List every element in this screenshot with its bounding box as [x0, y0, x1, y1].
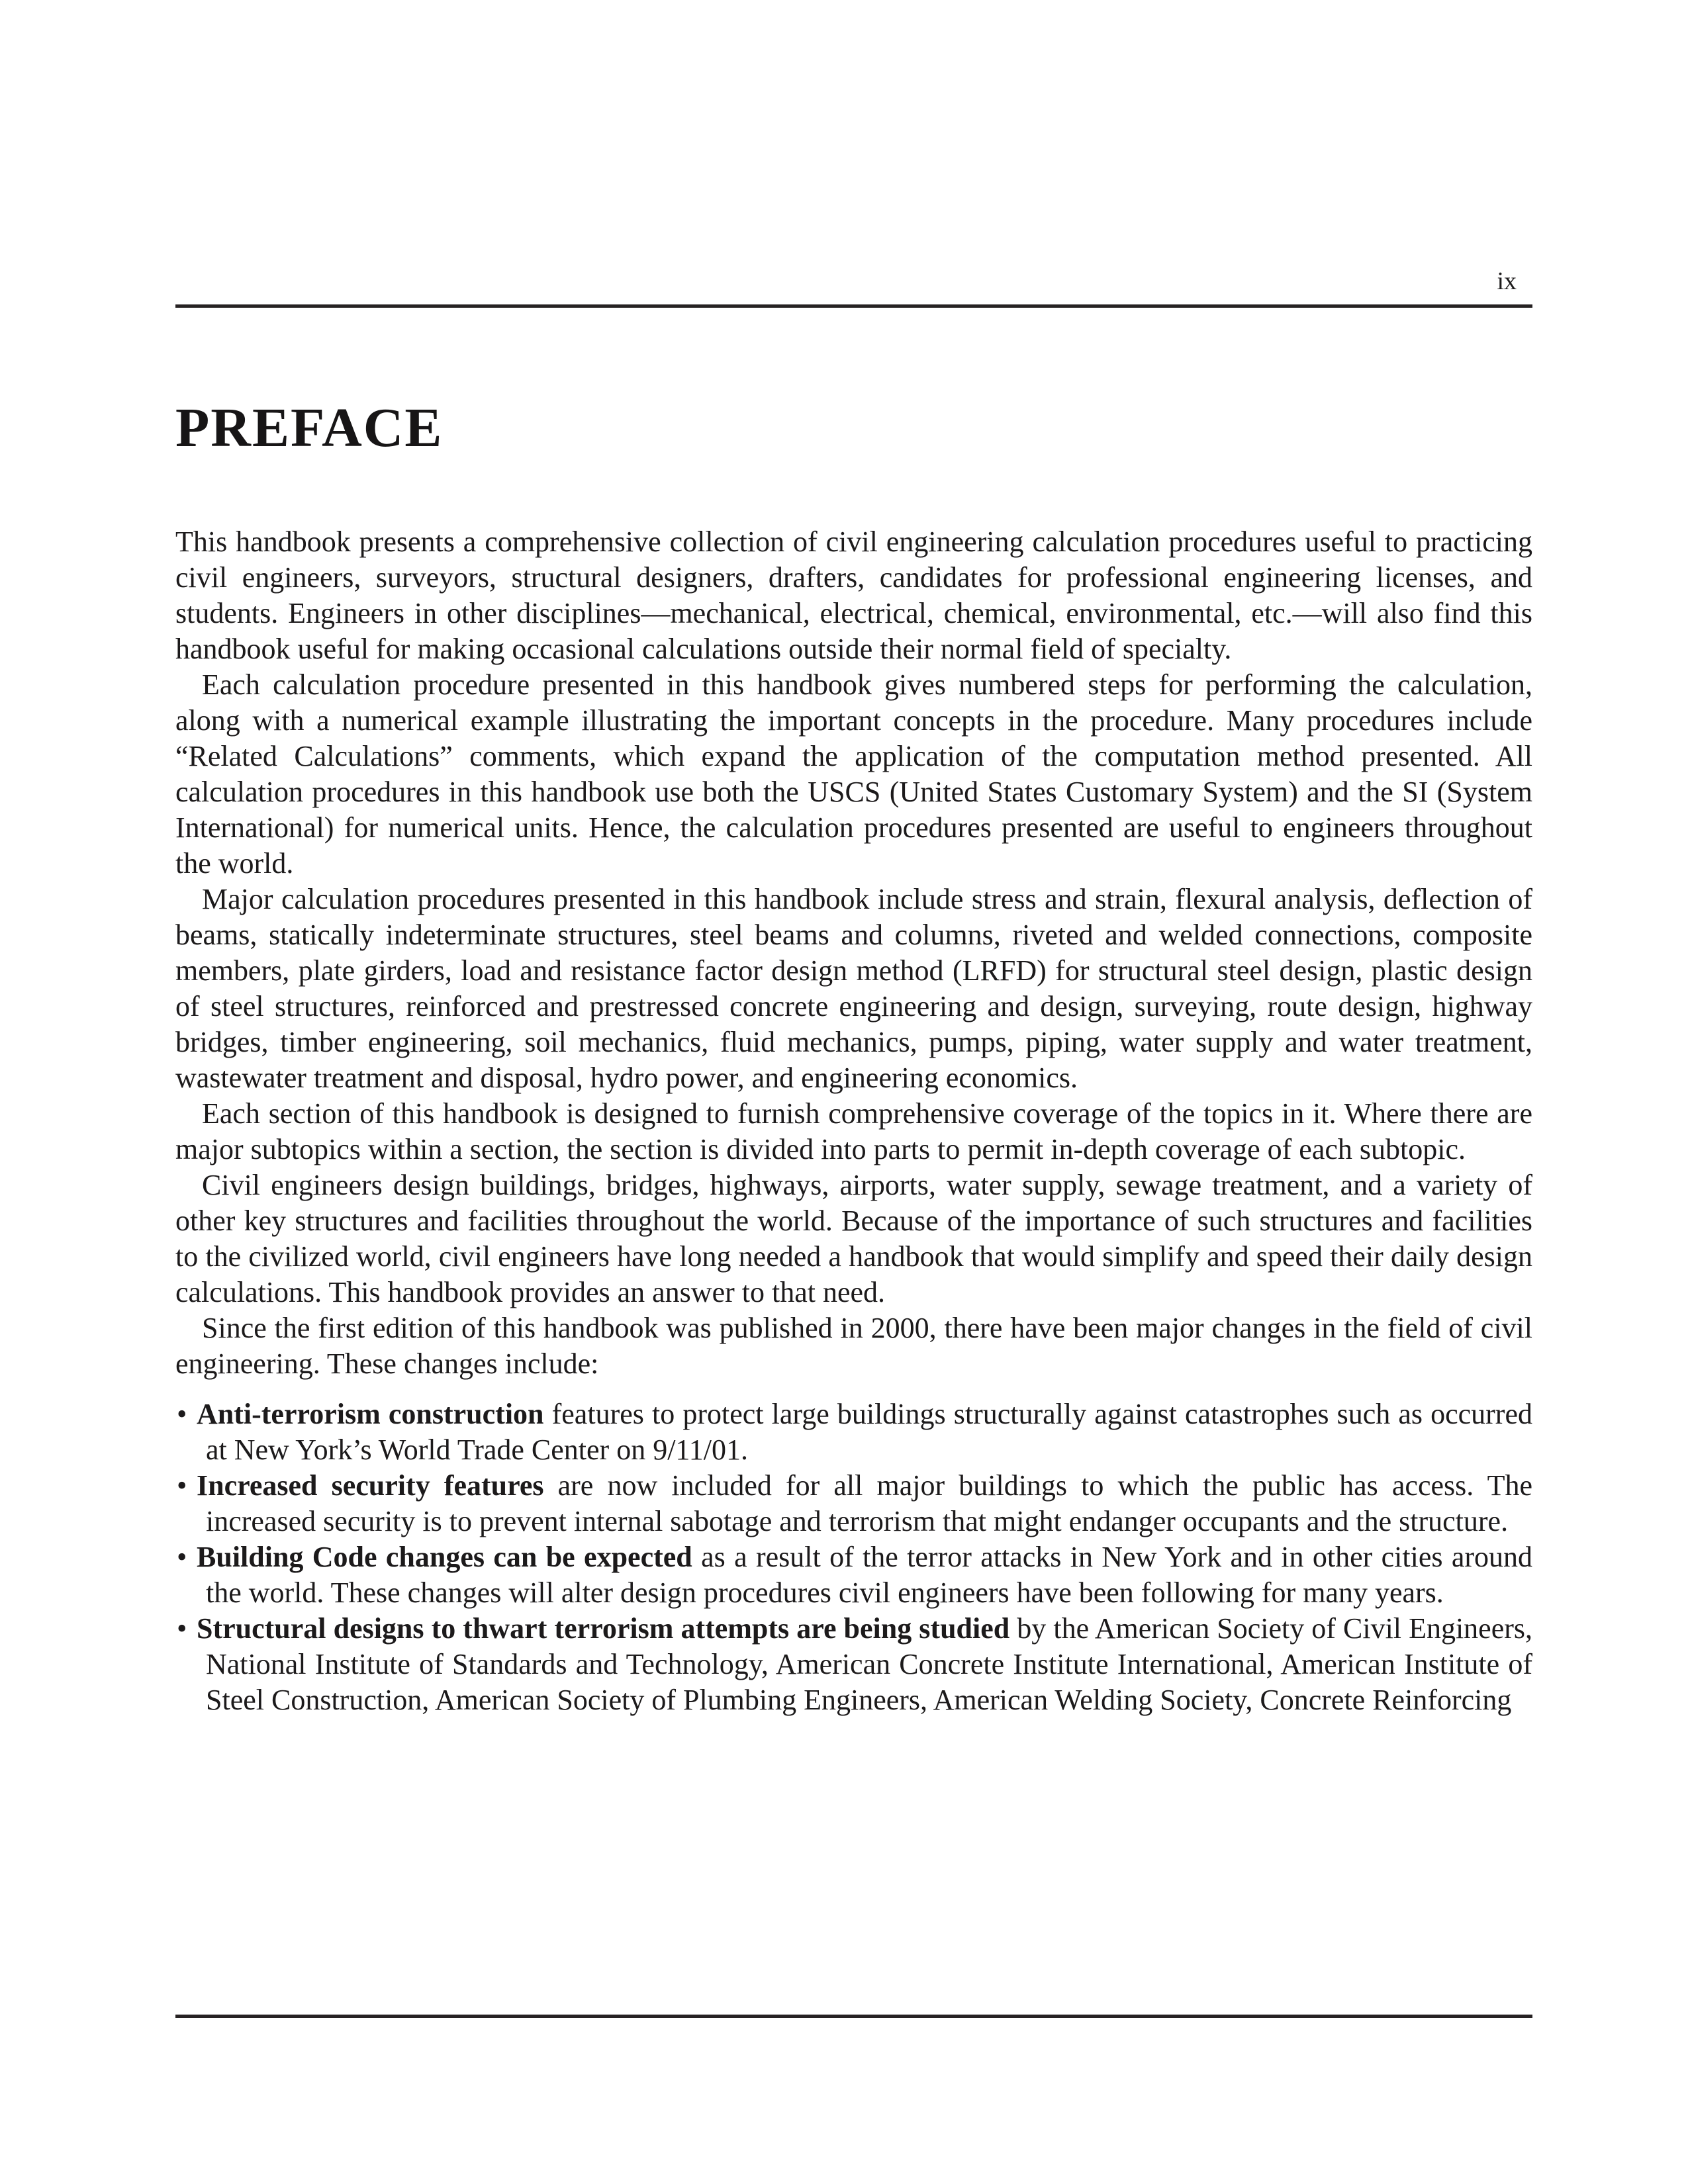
list-item-lead: Increased security features: [197, 1469, 544, 1502]
list-item-text: features to protect large buildings structurally against catastrophes such as occurred at New York’s World Trade Center on 9/11/01.: [206, 1398, 1532, 1466]
page-content: [175, 0, 1532, 2184]
list-item-lead: Structural designs to thwart terrorism attempts are being studied: [197, 1612, 1010, 1645]
paragraph-major-topics: Major calculation procedures presented in this handbook include stress and strain, flexural analysis, deflection of beams, statically indeterminate structures, steel beams and columns, riveted and welded connections, composite members, plate girders, load and resistance factor design method (LRFD) for structural steel design, plastic design of steel structures, reinforced and prestressed concrete engineering and design, surveying, route design, highway bridges, timber engineering, soil mechanics, fluid mechanics, pumps, piping, water supply and water treatment, wastewater treatment and disposal, hydro power, and engineering economics.: [175, 883, 1532, 1094]
list-item-text: are now included for all major buildings to which the public has access. The increased security is to prevent internal sabotage and terrorism that might endanger occupants and the structure.: [206, 1469, 1532, 1537]
paragraph-intro: This handbook presents a comprehensive collection of civil engineering calculation procedures useful to practicing civil engineers, surveyors, structural designers, drafters, candidates for professional engineering licenses, and students. Engineers in other disciplines—mechanical, electrical, chemical, environmental, etc.—will also find this handbook useful for making occasional calculations outside their normal field of specialty.: [175, 525, 1532, 665]
changes-list: [175, 1396, 1532, 1718]
list-item-lead: Building Code changes can be expected: [197, 1541, 692, 1573]
page-number: ix: [1497, 267, 1517, 295]
list-item-building-code: [175, 1539, 1532, 1611]
list-item-anti-terrorism: [175, 1396, 1532, 1468]
paragraph-first-edition: Since the first edition of this handbook was published in 2000, there have been major changes in the field of civil engineering. These changes include:: [175, 1312, 1532, 1380]
list-item-increased-security: [175, 1468, 1532, 1539]
footer-rule: [175, 2015, 1532, 2018]
page-title: PREFACE: [175, 397, 444, 459]
preface-body: [175, 524, 1532, 1718]
bullet-icon: •: [177, 1612, 187, 1645]
list-item-lead: Anti-terrorism construction: [197, 1398, 544, 1430]
paragraph-civil-engineers: Civil engineers design buildings, bridges, highways, airports, water supply, sewage treatment, and a variety of other key structures and facilities throughout the world. Because of the importance of such structures and facilities to the civilized world, civil engineers have long needed a handbook that would simplify and speed their daily design calculations. This handbook provides an answer to that need.: [175, 1169, 1532, 1308]
list-item-text: as a result of the terror attacks in New York and in other cities around the world. These changes will alter design procedures civil engineers have been following for many years.: [206, 1541, 1533, 1609]
bullet-icon: •: [177, 1469, 187, 1502]
paragraph-procedures: Each calculation procedure presented in this handbook gives numbered steps for performing the calculation, along with a numerical example illustrating the important concepts in the procedure. Many procedures include “Related Calculations” comments, which expand the application of the computation method presented. All calculation procedures in this handbook use both the USCS (United States Customary System) and the SI (System International) for numerical units. Hence, the calculation procedures presented are useful to engineers throughout the world.: [175, 668, 1532, 880]
paragraph-sections: Each section of this handbook is designed to furnish comprehensive coverage of the topics in it. Where there are major subtopics within a section, the section is divided into parts to permit in-depth coverage of each subtopic.: [175, 1097, 1532, 1165]
bullet-icon: •: [177, 1398, 187, 1430]
header-rule: [175, 304, 1532, 308]
bullet-icon: •: [177, 1541, 187, 1573]
list-item-text: by the American Society of Civil Engineers, National Institute of Standards and Technology, American Concrete Institute International, American Institute of Steel Construction, American Society of Plumbing Engineers, American Welding Society, Concrete Reinforcing: [206, 1612, 1533, 1716]
list-item-structural-designs: [175, 1611, 1532, 1718]
